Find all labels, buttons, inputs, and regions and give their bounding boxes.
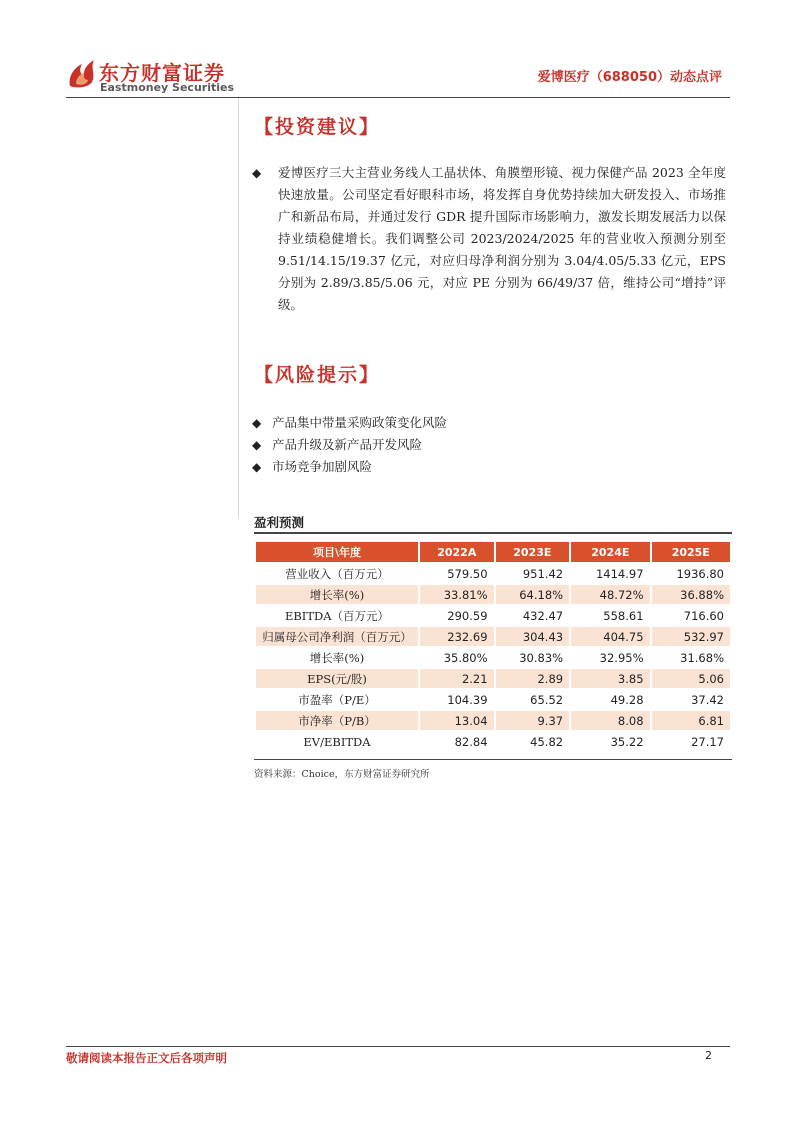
table-cell: 1414.97 [595, 566, 644, 581]
footer-divider [66, 1046, 730, 1047]
table-cell: 35.22 [610, 734, 644, 749]
row-label: 市净率（P/B） [256, 711, 418, 730]
table-row [256, 669, 730, 688]
flame-logo-icon [66, 56, 100, 90]
forecast-table-bottom-rule [254, 759, 732, 760]
table-cell: 5.06 [652, 669, 730, 688]
diamond-bullet-icon: ◆ [252, 438, 262, 452]
table-cell: 49.28 [610, 692, 644, 707]
row-label: EV/EBITDA [303, 734, 371, 749]
column-header: 项目\年度 [256, 542, 418, 562]
table-cell: 432.47 [522, 608, 564, 623]
table-cell: 579.50 [447, 566, 488, 581]
table-cell: 304.43 [496, 627, 570, 646]
risk-list [252, 412, 712, 478]
table-cell: 104.39 [447, 692, 488, 707]
company-logo [66, 54, 266, 94]
table-cell: 3.85 [571, 669, 649, 688]
table-cell: 6.81 [652, 711, 730, 730]
row-label: EBITDA（百万元） [284, 608, 390, 623]
table-cell: 8.08 [571, 711, 649, 730]
table-cell: 45.82 [530, 734, 564, 749]
logo-chinese-name: 东方财富证券 [99, 61, 225, 85]
table-cell: 1936.80 [676, 566, 724, 581]
sidebar-divider [238, 98, 239, 518]
forecast-table-title: 盈利预测 [254, 515, 305, 530]
table-cell: 232.69 [420, 627, 494, 646]
row-label: 市盈率（P/E） [298, 692, 376, 707]
table-cell: 2.89 [496, 669, 570, 688]
risk-item-text: 产品升级及新产品开发风险 [272, 437, 423, 452]
column-header: 2022A [420, 542, 494, 562]
table-cell: 33.81% [420, 585, 494, 604]
row-label: 归属母公司净利润（百万元） [256, 627, 418, 646]
table-cell: 36.88% [652, 585, 730, 604]
investment-advice-title: 【投资建议】 [254, 116, 381, 138]
header-divider [66, 97, 730, 98]
risk-warning-title: 【风险提示】 [254, 364, 381, 386]
table-cell: 532.97 [652, 627, 730, 646]
table-cell: 32.95% [599, 650, 644, 665]
diamond-bullet-icon: ◆ [252, 460, 262, 474]
investment-advice [252, 162, 726, 316]
column-header: 2025E [652, 542, 730, 562]
table-cell: 716.60 [683, 608, 724, 623]
footer-disclaimer: 敬请阅读本报告正文后各项声明 [66, 1051, 227, 1065]
logo-english-name: Eastmoney Securities [100, 81, 235, 94]
row-label: 增长率(%) [309, 650, 365, 665]
list-item [252, 456, 712, 478]
forecast-table-top-rule [254, 532, 732, 534]
table-cell: 35.80% [443, 650, 488, 665]
page-header [66, 50, 726, 96]
row-label: 营业收入（百万元） [285, 566, 389, 581]
table-row [256, 564, 730, 583]
risk-item-text: 市场竞争加剧风险 [272, 459, 373, 474]
table-cell: 31.68% [680, 650, 724, 665]
data-source-note: 资料来源：Choice，东方财富证券研究所 [254, 769, 430, 780]
forecast-table [254, 540, 732, 753]
table-cell: 9.37 [496, 711, 570, 730]
table-cell: 64.18% [496, 585, 570, 604]
table-row [256, 732, 730, 751]
page-number: 2 [705, 1049, 712, 1062]
list-item [252, 434, 712, 456]
investment-advice-text: 爱博医疗三大主营业务线人工晶状体、角膜塑形镜、视力保健产品 2023 全年度快速放量。公司坚定看好眼科市场，将发挥自身优势持续加大研发投入、市场推广和新品布局，并通过发行 GDR 提升国际市场影响力，激发长期发展活力以保持业绩稳健增长。我们调整公司 2023/2024/2025 年的营业收入预测分别至 9.51/14.15/19.37 亿元，对应归母净利润分别为 3.04/4.05/5.33 亿元，EPS 分别为 2.89/3.85/5.06 元，对应 PE 分别为 66/49/37 倍，维持公司“增持”评级。 [278, 165, 726, 312]
row-label: EPS(元/股) [256, 669, 418, 688]
column-header: 2023E [496, 542, 570, 562]
table-row [256, 585, 730, 604]
table-row [256, 648, 730, 667]
list-item [252, 412, 712, 434]
column-header: 2024E [571, 542, 649, 562]
table-row [256, 606, 730, 625]
diamond-bullet-icon: ◆ [252, 166, 262, 180]
table-cell: 27.17 [691, 734, 724, 749]
report-title: 爱博医疗（688050）动态点评 [537, 70, 722, 85]
table-cell: 404.75 [571, 627, 649, 646]
table-cell: 65.52 [530, 692, 564, 707]
table-cell: 13.04 [420, 711, 494, 730]
table-cell: 951.42 [522, 566, 564, 581]
table-cell: 290.59 [447, 608, 488, 623]
table-cell: 48.72% [571, 585, 649, 604]
table-cell: 37.42 [691, 692, 724, 707]
table-cell: 82.84 [454, 734, 488, 749]
diamond-bullet-icon: ◆ [252, 416, 262, 430]
table-row [256, 627, 730, 646]
row-label: 增长率(%) [256, 585, 418, 604]
risk-item-text: 产品集中带量采购政策变化风险 [272, 415, 448, 430]
table-cell: 2.21 [420, 669, 494, 688]
table-cell: 558.61 [603, 608, 644, 623]
table-cell: 30.83% [519, 650, 564, 665]
table-row [256, 711, 730, 730]
table-row [256, 690, 730, 709]
table-header-row [256, 542, 730, 562]
